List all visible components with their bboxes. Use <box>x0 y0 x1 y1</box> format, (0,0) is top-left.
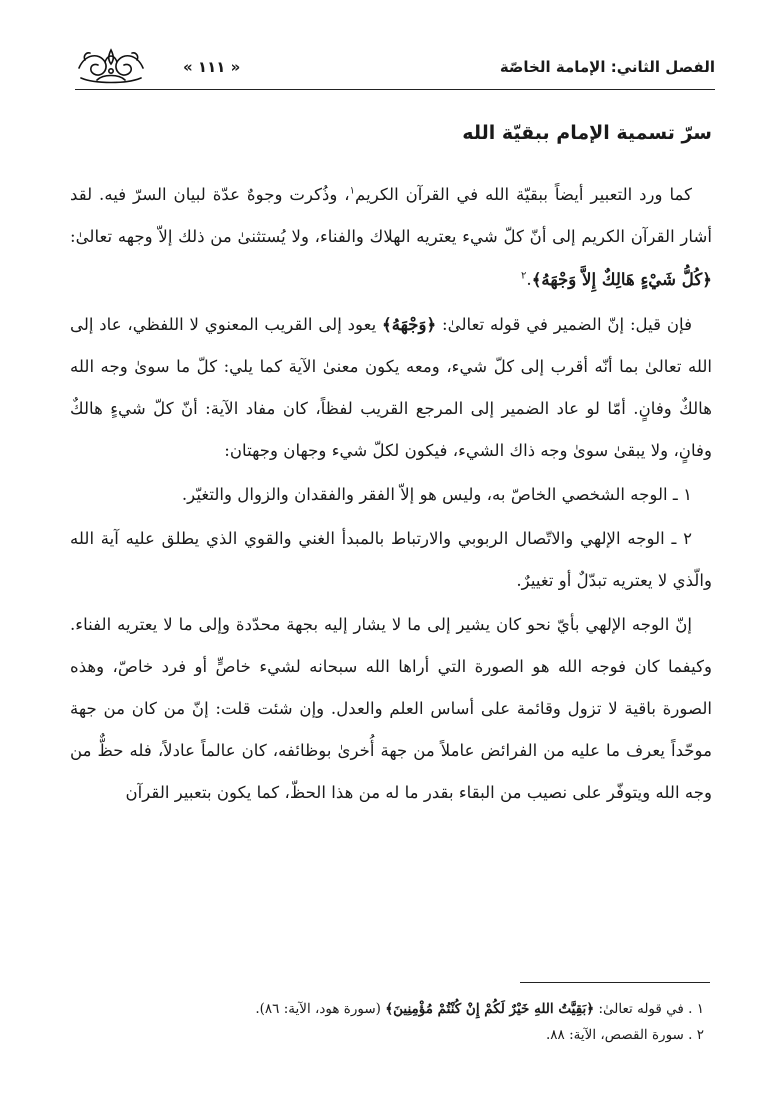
paragraph-5: إنّ الوجه الإلهي بأيّ نحو كان يشير إلى ما لا يشار إليه بجهة محدّدة وإلى ما لا يعتريه الفناء. وكيفما كان فوجه الله هو الصورة التي أراها الله سبحانه لشيء خاصٍّ أو فرد خاصّ، وهذه الصورة باقية لا تزول وقائمة على أساس العلم والعدل. وإن شئت قلت: إنّ من كان من جهة موحّداً يعرف ما عليه من الفرائض عاملاً من جهة أُخرىٰ بوظائفه، كان عالماً عادلاً، فله حظٌّ من وجه الله ويتوفّر على نصيب من البقاء بقدر ما له من هذا الحظّ، كما يكون بتعبير القرآن <box>70 615 712 802</box>
paragraph-3: ١ ـ الوجه الشخصي الخاصّ به، وليس هو إلاّ الفقر والفقدان والزوال والتغيّر. <box>181 485 692 504</box>
footnote-1 <box>70 996 712 1022</box>
page-number: « ۱۱۱ » <box>183 58 241 76</box>
paragraph-1-text-b: ، وذُكرت وجوهٌ عدّة لبيان السرّ فيه. لقد أشار القرآن الكريم إلى أنّ كلّ شيء يعتريه الهلاك والفناء، ولا يُستثنىٰ من ذلك إلاّ وجهه تعالىٰ: <box>70 185 712 246</box>
paragraph-4: ٢ ـ الوجه الإلهي والاتّصال الربوبي والارتباط بالمبدأ الغني والقوي الذي يطلق عليه آية الله والّذي لا يعتريه تبدّلٌ أو تغييرٌ. <box>70 529 712 590</box>
footnote-2: ٢ . سورة القصص، الآية: ٨٨. <box>546 1027 704 1043</box>
header-divider <box>75 89 715 90</box>
footnote-divider <box>520 982 710 983</box>
quran-word: ﴿وَجْهَهُ﴾ <box>381 314 437 334</box>
paragraph-2 <box>70 303 712 472</box>
paragraph-1-text-c: . <box>526 270 532 289</box>
footnote-1-quran: ﴿بَقِيَّتُ اللهِ خَيْرٌ لَكُمْ إِنْ كُنْتُمْ مُؤْمِنِينَ﴾ <box>385 1001 595 1017</box>
paragraph-2-text-b: يعود إلى القريب المعنوي لا اللفظي، عاد إلى الله تعالىٰ بما أنّه أقرب إلى كلّ شيء، ومعه يكون معنىٰ الآية كما يلي: كلّ ما سوىٰ وجه الله هالكٌ وفانٍ. أمّا لو عاد الضمير إلى المرجع القريب لفظاً، كان مفاد الآية: أنّ كلّ شيءٍ هالكٌ وفانٍ، ولا يبقىٰ سوىٰ وجه ذاك الشيء، فيكون لكلّ شيء وجهان وجهتان: <box>70 315 712 460</box>
paragraph-1-text-a: كما ورد التعبير أيضاً ببقيّة الله في القرآن الكريم <box>355 185 692 204</box>
paragraph-2-text-a: فإن قيل: إنّ الضمير في قوله تعالىٰ: <box>436 315 692 334</box>
page-header <box>75 48 715 88</box>
footnote-ref-2[interactable]: ٢ <box>521 270 527 282</box>
quran-verse: ﴿كُلُّ شَيْءٍ هَالِكٌ إِلاَّ وَجْهَهُ﴾ <box>531 269 712 289</box>
footnote-ref-1[interactable]: ١ <box>349 185 356 197</box>
footnotes <box>70 996 712 1048</box>
page-body <box>70 118 712 816</box>
section-heading: سرّ تسمية الإمام ببقيّة الله <box>462 122 712 144</box>
paragraph-1 <box>70 174 712 301</box>
chapter-title: الفصل الثاني: الإمامة الخاصّة <box>499 58 715 76</box>
footnote-1-text-a: ١ . في قوله تعالىٰ: <box>594 1001 704 1017</box>
arabesque-ornament-icon <box>75 44 147 86</box>
footnote-1-text-b: (سورة هود، الآية: ٨٦). <box>255 1001 386 1017</box>
